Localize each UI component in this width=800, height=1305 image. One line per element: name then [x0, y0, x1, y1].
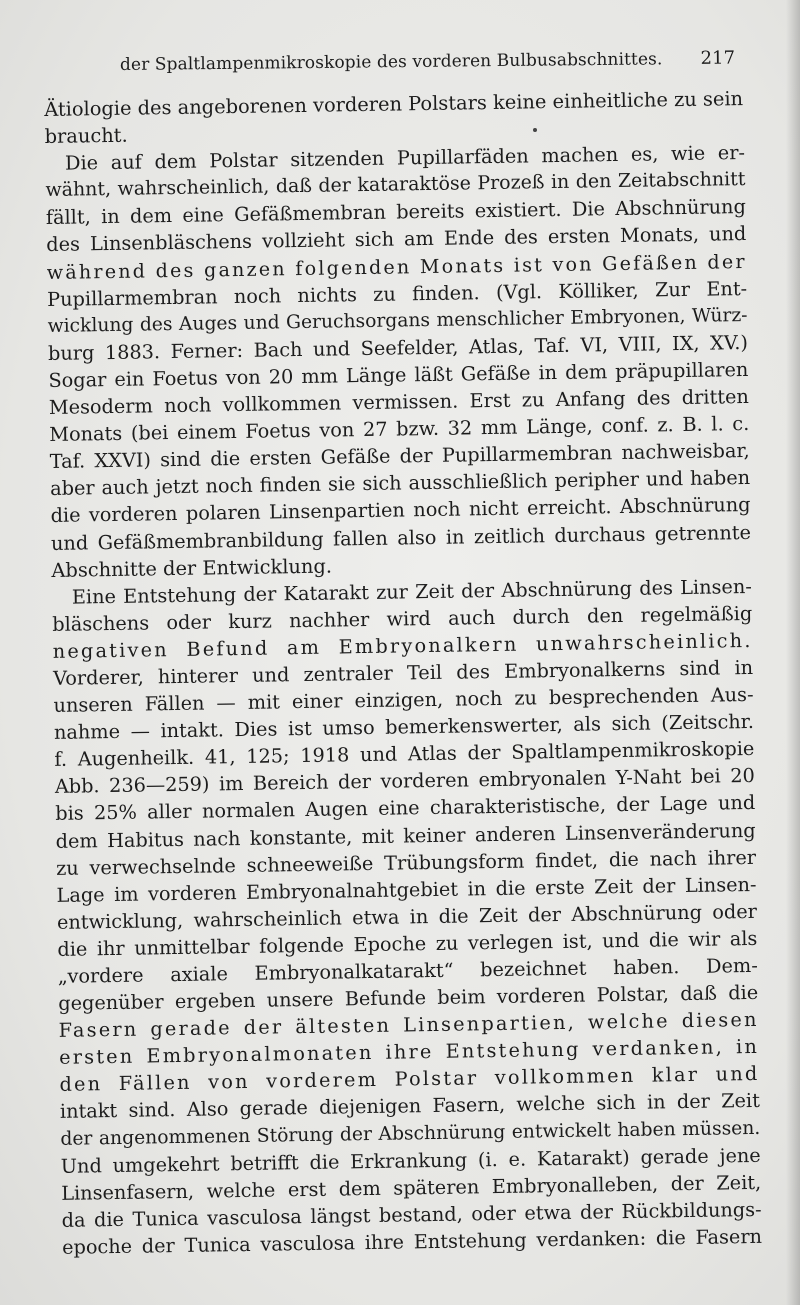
- text-line: wicklung des Auges und Geruchsorgans menschlicher Embryonen, Würz-: [47, 304, 748, 337]
- page-number: 217: [700, 47, 736, 69]
- text-line: entwicklung, wahrscheinlich etwa in die Zeit der Abschnürung oder: [56, 899, 758, 934]
- text-line: nahme — intakt. Dies ist umso bemerkenswerter, als sich (Zeitschr.: [53, 710, 755, 745]
- text-line: Ätiologie des angeborenen vorderen Polstars keine einheitliche zu sein: [44, 87, 744, 121]
- text-line: Monats (bei einem Foetus von 27 bzw. 32 mm Länge, conf. z. B. l. c.: [49, 412, 750, 447]
- text-line: intakt sind. Also gerade diejenigen Fasern, welche sich in der Zeit: [59, 1089, 761, 1124]
- text-line: unseren Fällen — mit einer einzigen, noch zu besprechenden Aus-: [53, 682, 754, 717]
- text-line: die ihr unmittelbar folgende Epoche zu verlegen ist, und die wir als: [57, 926, 758, 961]
- text-line: Vorderer, hinterer und zentraler Teil des Embryonalkerns sind in: [52, 655, 754, 690]
- text-line: bis 25% aller normalen Augen eine charakteristische, der Lage und: [55, 791, 756, 826]
- text-line: da die Tunica vasculosa längst bestand, oder etwa der Rückbildungs-: [61, 1197, 762, 1232]
- text-line: gegenüber ergeben unsere Befunde beim vorderen Polstar, daß die: [58, 980, 759, 1015]
- page-edge-shadow: [786, 0, 800, 1305]
- text-line: Die auf dem Polstar sitzenden Pupillarfäden machen es, wie er-: [64, 141, 746, 175]
- text-line: der angenommenen Störung der Abschnürung entwickelt haben müssen.: [60, 1117, 761, 1150]
- text-line: epoche der Tunica vasculosa ihre Entstehung verdanken: die Fasern: [61, 1224, 763, 1259]
- text-line: Lage im vorderen Embryonalnahtgebiet in die erste Zeit der Linsen-: [56, 872, 757, 907]
- running-title: der Spaltlampenmikroskopie des vorderen Bulbusabschnittes.: [119, 49, 663, 75]
- text-line: aber auch jetzt noch finden sie sich ausschließlich peripher und haben: [49, 466, 751, 501]
- text-line: Abb. 236—259) im Bereich der vorderen embryonalen Y-Naht bei 20: [54, 764, 755, 799]
- text-line: Eine Entstehung der Katarakt zur Zeit der Abschnürung des Linsen-: [71, 574, 752, 609]
- text-line: ersten Embryonalmonaten ihre Entstehung verdanken, in: [58, 1035, 760, 1070]
- text-line: den Fällen von vorderem Polstar vollkommen klar und: [59, 1062, 760, 1097]
- text-line: „vordere axiale Embryonalkatarakt“ bezeichnet haben. Dem-: [57, 953, 758, 988]
- text-line: und Gefäßmembranbildung fallen also in zeitlich durchaus getrennte: [50, 520, 752, 555]
- text-line: wähnt, wahrscheinlich, daß der kataraktöse Prozeß in den Zeitabschnitt: [45, 168, 746, 202]
- running-head: [120, 44, 735, 80]
- text-line: bläschens oder kurz nachher wird auch durch den regelmäßig: [52, 601, 753, 636]
- text-line: zu verwechselnde schneeweiße Trübungsform findet, die nach ihrer: [55, 845, 757, 880]
- text-line: Mesoderm noch vollkommen vermissen. Erst zu Anfang des dritten: [48, 384, 749, 419]
- body-text: [44, 85, 762, 1261]
- text-line: die vorderen polaren Linsenpartien noch nicht erreicht. Abschnürung: [50, 493, 751, 528]
- text-line: Abschnitte der Entwicklung.: [51, 554, 333, 582]
- text-line: dem Habitus nach konstante, mit keiner anderen Linsenveränderung: [55, 818, 756, 853]
- text-line: des Linsenbläschens vollzieht sich am Ende des ersten Monats, und: [46, 222, 747, 257]
- text-line: Pupillarmembran noch nichts zu finden. (Vgl. Kölliker, Zur Ent-: [47, 276, 748, 311]
- text-line: Linsenfasern, welche erst dem späteren Embryonalleben, der Zeit,: [61, 1170, 762, 1205]
- text-line: braucht.: [44, 123, 128, 149]
- text-line: Fasern gerade der ältesten Linsenpartien, welche diesen: [58, 1008, 759, 1043]
- text-line: burg 1883. Ferner: Bach und Seefelder, Atlas, Taf. VI, VIII, IX, XV.): [47, 330, 749, 365]
- text-line: während des ganzen folgenden Monats ist von Gefäßen der: [46, 249, 747, 284]
- text-line: Sogar ein Foetus von 20 mm Länge läßt Gefäße in dem präpupillaren: [48, 357, 749, 392]
- text-line: Taf. XXVI) sind die ersten Gefäße der Pupillarmembran nachweisbar,: [49, 439, 750, 474]
- text-line: fällt, in dem eine Gefäßmembran bereits existiert. Die Abschnürung: [45, 195, 747, 230]
- text-line: Und umgekehrt betrifft die Erkrankung (i. e. Katarakt) gerade jene: [60, 1143, 761, 1178]
- text-line: f. Augenheilk. 41, 125; 1918 und Atlas der Spaltlampenmikroskopie: [54, 737, 755, 772]
- text-line: negativen Befund am Embryonalkern unwahrscheinlich.: [52, 628, 753, 663]
